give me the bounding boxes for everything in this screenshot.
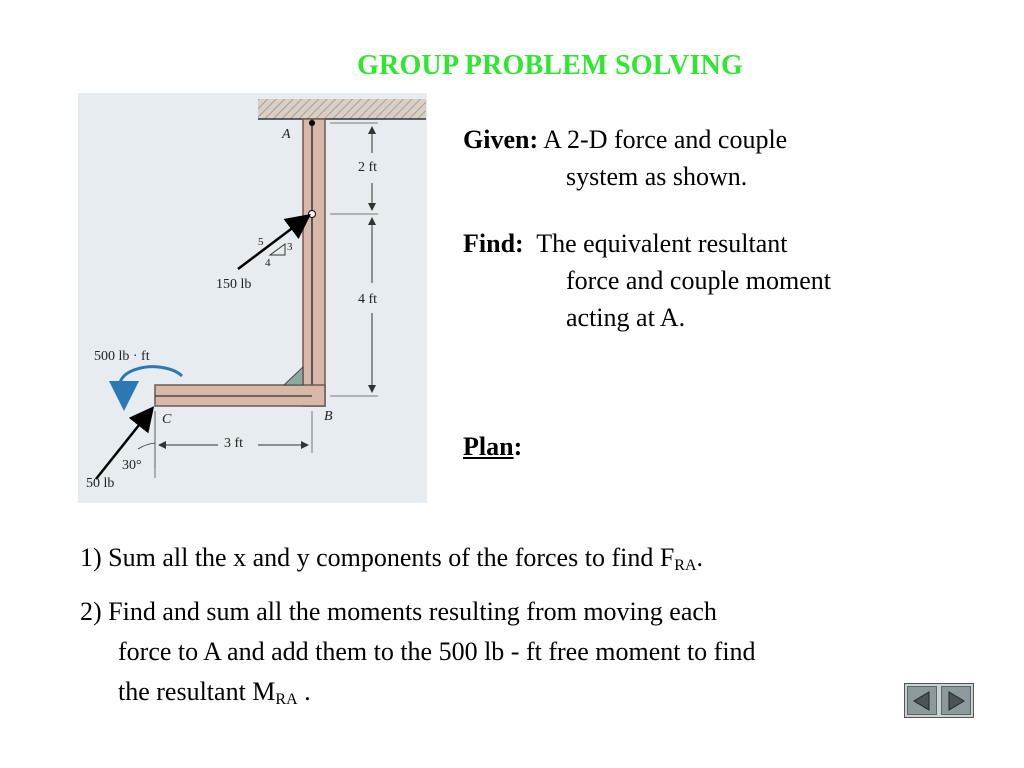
slide-navigation <box>904 683 974 718</box>
label-50lb: 50 lb <box>86 476 115 491</box>
label-30deg: 30° <box>122 458 142 473</box>
slide-title: GROUP PROBLEM SOLVING <box>357 50 743 81</box>
step2-line2: force to A and add them to the 500 lb - ft free moment to find <box>118 637 756 666</box>
given-line2: system as shown. <box>566 162 748 191</box>
ceiling-support <box>258 99 426 119</box>
find-label: Find: <box>463 229 524 258</box>
find-section <box>463 225 983 336</box>
label-4ft: 4 ft <box>358 292 378 307</box>
label-3ft: 3 ft <box>224 436 244 451</box>
prev-slide-button[interactable] <box>907 686 937 715</box>
plan-colon: : <box>513 432 523 461</box>
given-label: Given: <box>463 125 539 154</box>
plan-heading <box>463 428 522 465</box>
label-500lbft: 500 lb · ft <box>94 349 150 364</box>
step2-sub: RA <box>275 691 298 708</box>
triangle-right-icon <box>945 690 967 712</box>
label-150lb: 150 lb <box>216 277 252 292</box>
label-a: A <box>282 127 291 142</box>
next-slide-button[interactable] <box>941 686 971 715</box>
label-slope-3: 3 <box>287 241 293 253</box>
find-line1: The equivalent resultant <box>536 229 788 258</box>
step1-text: 1) Sum all the x and y components of the forces to find F <box>80 543 675 572</box>
step2-end: . <box>297 677 311 706</box>
label-c: C <box>162 412 172 427</box>
step2-line1: 2) Find and sum all the moments resulting from moving each <box>80 597 717 626</box>
label-b: B <box>324 409 333 424</box>
step1-end: . <box>696 543 704 572</box>
triangle-left-icon <box>911 690 933 712</box>
step-2 <box>80 592 980 720</box>
label-2ft: 2 ft <box>358 160 378 175</box>
given-line1: A 2-D force and couple <box>543 125 788 154</box>
plan-label: Plan <box>463 432 514 461</box>
find-line2: force and couple moment <box>566 266 831 295</box>
step-1 <box>80 538 980 586</box>
problem-figure <box>78 93 427 503</box>
given-section <box>463 121 983 195</box>
label-slope-5: 5 <box>258 236 264 248</box>
find-line3: acting at A. <box>566 303 686 332</box>
plan-steps <box>80 538 980 726</box>
step2-line3 <box>80 672 980 720</box>
step1-sub: RA <box>674 557 697 574</box>
vertical-beam <box>303 119 325 406</box>
label-slope-4: 4 <box>265 257 271 269</box>
force-150-arrow <box>238 217 307 269</box>
step2-line3-start: the resultant M <box>118 677 276 706</box>
